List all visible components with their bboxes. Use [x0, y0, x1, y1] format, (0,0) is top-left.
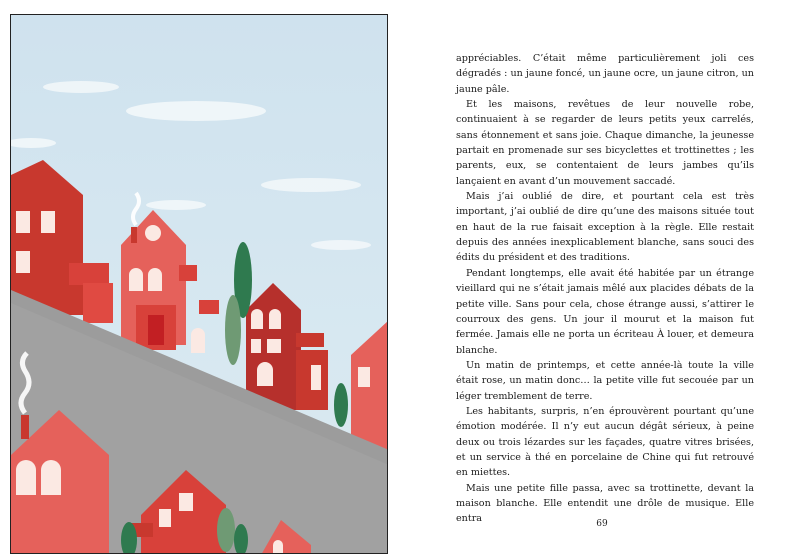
illustration-pink-houses-on-hill	[10, 14, 388, 554]
paragraph-1: appréciables. C’était même particulièrement joli ces dégradés : un jaune foncé, un jaune ocre, un jaune citron, un jaune pâle.	[456, 53, 754, 95]
paragraph-2: Et les maisons, revêtues de leur nouvelle robe, continuaient à se regarder de leurs petits yeux carrelés, sans étonnement et sans joie. Chaque dimanche, la jeunesse partait en promenade sur ses bicyclettes et trottinettes ; les parents, eux, se contentaient de leurs jambes qu’ils lançaient en avant d’un mouvement saccadé.	[456, 99, 754, 187]
paragraph-5: Un matin de printemps, et cette année-là toute la ville était rose, un matin donc… la petite ville fut secouée par un léger tremblement de terre.	[456, 359, 754, 402]
illustration-svg	[11, 15, 388, 554]
paragraph-6: Les habitants, surpris, n’en éprouvèrent pourtant qu’une émotion modérée. Il n’y eut aucun dégât sérieux, à peine deux ou trois lézardes sur les façades, quatre vitres brisées, et un service à thé en porcelaine de Chine qui fut retrouvé en miettes.	[456, 405, 754, 479]
paragraph-3: Mais j’ai oublié de dire, et pourtant cela est très important, j’ai oublié de dire qu’une des maisons située tout en haut de la rue faisait exception à la règle. Elle restait depuis des années inexplicablement blanche, sans souci des édits du président et des traditions.	[456, 191, 754, 264]
paragraph-7: Mais une petite fille passa, avec sa trottinette, devant la maison blanche. Elle entendit une drôle de musique. Elle entra	[456, 482, 754, 525]
text-page	[456, 51, 754, 527]
page-number: 69	[596, 519, 608, 529]
paragraph-4: Pendant longtemps, elle avait été habitée par un étrange vieillard qui ne s’était jamais mêlé aux placides débats de la petite ville. Sans pour cela, chose étrange aussi, s’attirer le courroux des gens. Un jour il mourut et la maison fut fermée. Jamais elle ne porta un écriteau À louer, et demeura blanche.	[456, 267, 754, 356]
